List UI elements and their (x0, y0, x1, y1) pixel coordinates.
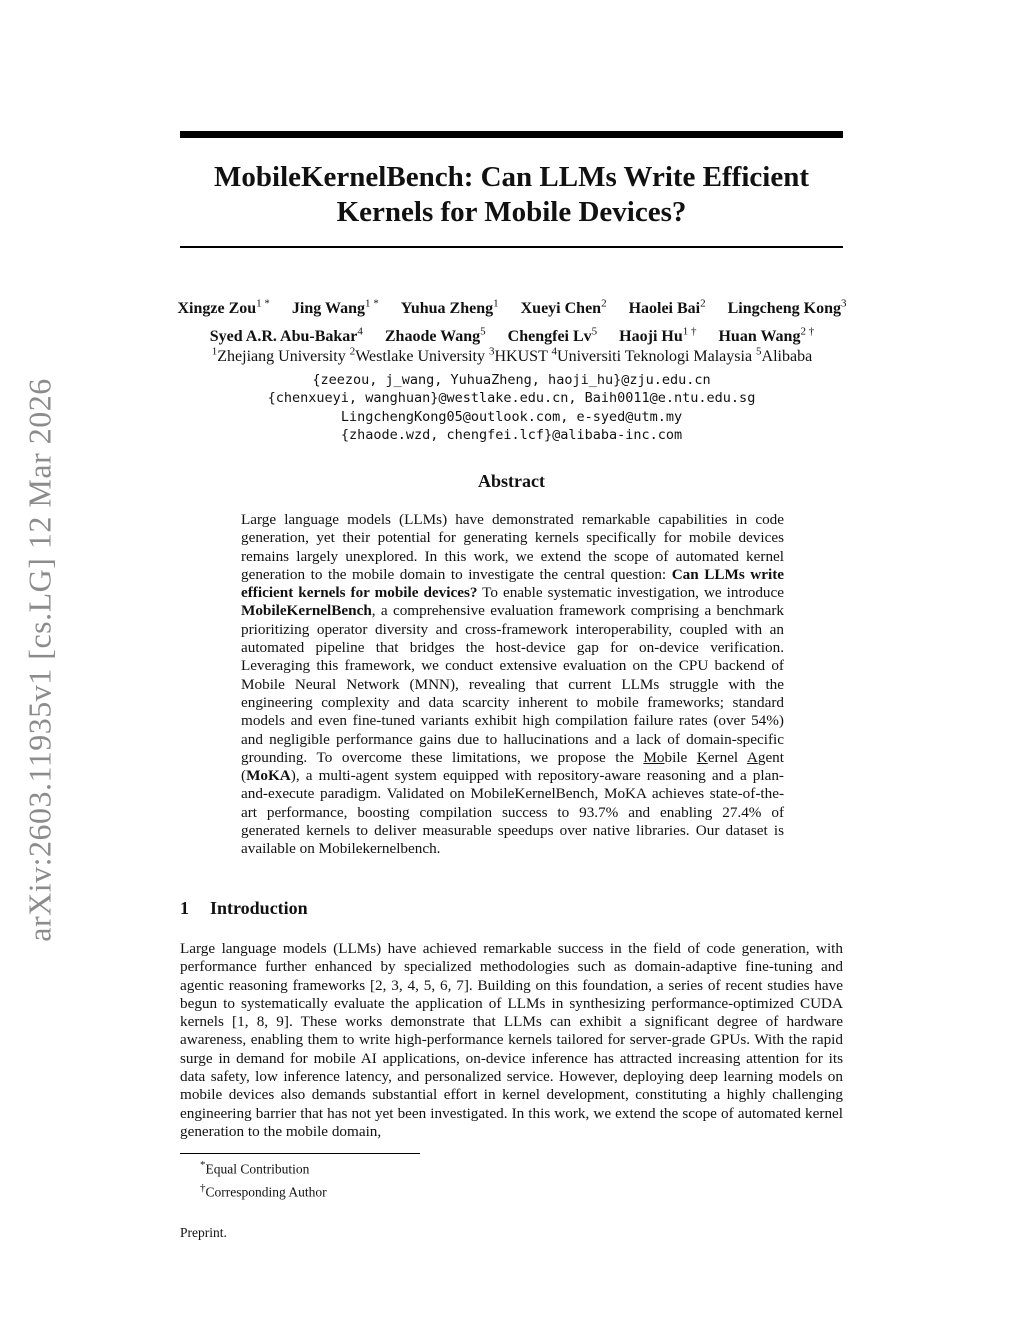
introduction-paragraph: Large language models (LLMs) have achieved remarkable success in the field of code generation, with performance further enhanced by specialized methodologies such as domain-adaptive fine-tuning and agentic reasoning frameworks [2, 3, 4, 5, 6, 7]. Building on this foundation, a series of recent studies have begun to systematically evaluate the application of LLMs in synthesizing performance-optimized CUDA kernels [1, 8, 9]. These works demonstrate that LLMs can exhibit a significant degree of hardware awareness, enabling them to write high-performance kernels tailored for server-grade GPUs. With the rapid surge in demand for mobile AI applications, on-device inference has attracted increasing attention for its data safety, low inference latency, and personalized service. However, deploying deep learning models on mobile devices also demands substantial effort in kernel development, constituting a highly challenging engineering barrier that has not yet been investigated. In this work, we extend the scope of automated kernel generation to the mobile domain, (180, 940, 843, 1140)
preprint-label: Preprint. (180, 1225, 227, 1240)
section-title: Introduction (210, 898, 308, 918)
email-line: {chenxueyi, wanghuan}@westlake.edu.cn, Baih0011@e.ntu.edu.sg (267, 390, 756, 407)
footnote: *Equal Contribution (200, 1159, 310, 1177)
title-line-1: MobileKernelBench: Can LLMs Write Efficient (214, 161, 809, 193)
section-number: 1 (180, 898, 189, 918)
email-block (180, 371, 843, 444)
affiliation: $^1$Zhejiang University (211, 346, 346, 366)
author-list (120, 293, 904, 348)
author: Lingcheng Kong$^3$ (727, 298, 847, 318)
affiliation: $^3$HKUST (489, 346, 548, 366)
author: Haolei Bai$^2$ (628, 298, 706, 318)
author: Chengfei Lv$^5$ (507, 325, 598, 345)
email-line: {zeezou, j_wang, YuhuaZheng, haoji_hu}@zju.edu.cn (312, 372, 711, 388)
author: Zhaode Wang$^5$ (384, 325, 486, 345)
method-name: MoKA (246, 767, 291, 785)
author: Jing Wang$^{1 *}$ (291, 298, 379, 318)
section-heading-introduction (180, 898, 308, 919)
affiliations (120, 342, 904, 367)
author: Haoji $Hu^{1 \dagger}$ (619, 325, 697, 345)
author: Syed A.R. Abu-Bakar$^4$ (209, 325, 363, 345)
footnotes (200, 1156, 327, 1201)
email-line: {zhaode.wzd, chengfei.lcf}@alibaba-inc.com (340, 426, 683, 443)
benchmark-name: MobileKernelBench (241, 602, 372, 620)
abstract-heading: Abstract (478, 471, 545, 491)
title-line-2: Kernels for Mobile Devices? (336, 196, 687, 228)
arxiv-id-text: arXiv:2603.11935v1 [cs.LG] 12 Mar 2026 (21, 378, 58, 942)
affiliation: $^5$Alibaba (756, 346, 813, 366)
author: Yuhua Zheng$^1$ (400, 298, 499, 318)
footnote: †Corresponding Author (200, 1181, 327, 1199)
paper-title (180, 160, 843, 230)
title-top-rule (180, 131, 843, 138)
author: Huan Wang$^{2 \dagger}$ (718, 325, 815, 345)
affiliation: $^2$Westlake University (349, 346, 485, 366)
affiliation: $^4$Universiti Teknologi Malaysia (551, 346, 753, 366)
author-row-1 (120, 293, 904, 320)
email-line: LingchengKong05@outlook.com, e-syed@utm.my (340, 408, 683, 425)
research-question: Can LLMs write efficient kernels for mobile devices? (241, 565, 784, 602)
abstract-body: Large language models (LLMs) have demonstrated remarkable capabilities in code generation, yet their potential for generating kernels specifically for mobile devices remains largely unexplored. In this work, we extend the scope of automated kernel generation to the mobile domain to investigate the central question: Can LLMs write efficient kernels for mobile devices? To enable systematic investigation, we introduce MobileKernelBench, a comprehensive evaluation framework comprising a benchmark prioritizing operator diversity and cross-framework interoperability, coupled with an automated pipeline that bridges the host-device gap for on-device verification. Leveraging this framework, we conduct extensive evaluation on the CPU backend of Mobile Neural Network (MNN), revealing that current LLMs struggle with the engineering complexity and data scarcity inherent to mobile frameworks; standard models and even fine-tuned variants exhibit high compilation failure rates (over 54%) and negligible performance gains due to hallucinations and a lack of domain-specific grounding. To overcome these limitations, we propose the Mobile Kernel Agent (MoKA), a multi-agent system equipped with repository-aware reasoning and a plan-and-execute paradigm. Validated on MobileKernelBench, MoKA achieves state-of-the-art performance, boosting compilation success to 93.7% and enabling 27.4% of generated kernels to deliver measurable speedups over native libraries. Our dataset is available on Mobilekernelbench. (241, 511, 784, 858)
author: Xingze Zou$^{1 *}$ (177, 298, 270, 318)
author: Xueyi Chen$^2$ (520, 298, 607, 318)
title-bottom-rule (180, 246, 843, 248)
footnote-rule (180, 1153, 420, 1154)
